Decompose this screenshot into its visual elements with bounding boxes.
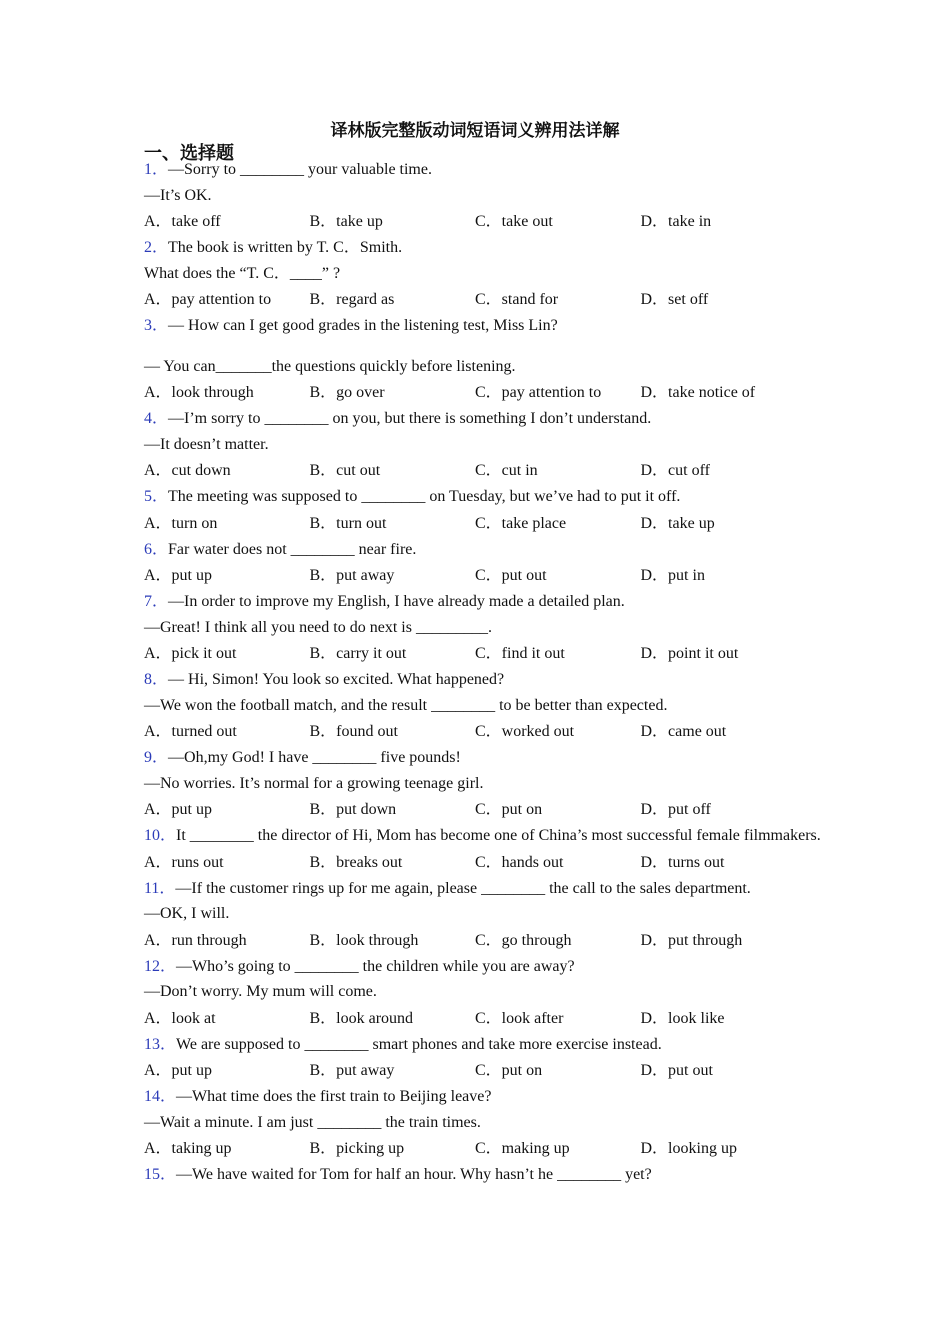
question-number: 5． <box>144 488 169 505</box>
options-row <box>144 718 834 745</box>
question-number: 3． <box>144 317 169 334</box>
option-b[interactable]: B．look around <box>309 1009 414 1027</box>
option-c[interactable]: C．take place <box>475 514 567 532</box>
question-reply: —Don’t worry. My mum will come. <box>144 983 377 1000</box>
option-c[interactable]: C．worked out <box>475 723 575 740</box>
document-title: 译林版完整版动词短语词义辨用法详解 <box>330 121 620 141</box>
question-reply: —Great! I think all you need to do next is _________. <box>144 618 492 636</box>
question-text: —We have waited for Tom for half an hour. Why hasn’t he ________ yet? <box>176 1166 652 1183</box>
question-number: 4． <box>144 410 169 427</box>
option-b[interactable]: B．cut out <box>309 462 381 479</box>
question-4 <box>144 406 834 484</box>
option-a[interactable]: A．put up <box>144 567 213 584</box>
options-row <box>144 849 834 876</box>
option-d[interactable]: D．put off <box>640 801 711 818</box>
question-stem <box>144 954 834 980</box>
question-text: —If the customer rings up for me again, please ________ the call to the sales department. <box>175 879 751 897</box>
option-a[interactable]: A．put up <box>144 801 213 818</box>
option-b[interactable]: B．take up <box>309 213 383 230</box>
question-text: —In order to improve my English, I have already made a detailed plan. <box>168 593 625 610</box>
question-9 <box>144 745 834 823</box>
question-number: 1． <box>144 161 169 178</box>
question-reply: What does the “T. C．____” ? <box>144 264 341 282</box>
option-d[interactable]: D．take up <box>640 514 715 532</box>
option-a[interactable]: A．put up <box>144 1062 213 1079</box>
option-a[interactable]: A．look at <box>144 1009 216 1027</box>
question-reply: —No worries. It’s normal for a growing teenage girl. <box>144 774 484 792</box>
question-stem <box>144 589 834 615</box>
option-b[interactable]: B．look through <box>309 931 419 949</box>
question-number: 2． <box>144 239 169 256</box>
option-b[interactable]: B．breaks out <box>309 853 403 871</box>
question-stem <box>144 1084 834 1110</box>
question-14 <box>144 1084 834 1162</box>
option-d[interactable]: D．set off <box>640 291 709 308</box>
question-list <box>144 157 834 1188</box>
option-d[interactable]: D．put out <box>640 1062 713 1079</box>
question-text: —Oh,my God! I have ________ five pounds! <box>168 749 461 766</box>
option-d[interactable]: D．put through <box>640 931 743 949</box>
question-reply: —It’s OK. <box>144 186 212 204</box>
question-text: The meeting was supposed to ________ on Tuesday, but we’ve had to put it off. <box>168 488 681 505</box>
question-number: 8． <box>144 671 169 688</box>
options-row <box>144 208 834 235</box>
question-stem <box>144 1032 834 1058</box>
options-row <box>144 1005 834 1032</box>
option-b[interactable]: B．picking up <box>309 1140 405 1157</box>
option-c[interactable]: C．take out <box>475 213 553 230</box>
question-number: 15． <box>144 1166 177 1183</box>
question-text: Far water does not ________ near fire. <box>168 540 417 558</box>
question-1 <box>144 157 834 235</box>
option-c[interactable]: C．cut in <box>475 462 538 479</box>
option-a[interactable]: A．turn on <box>144 514 218 532</box>
option-c[interactable]: C．put on <box>475 1062 543 1079</box>
question-stem <box>144 876 834 902</box>
question-number: 7． <box>144 593 169 610</box>
options-row <box>144 1135 834 1162</box>
option-c[interactable]: C．stand for <box>475 291 559 308</box>
options-row <box>144 379 834 406</box>
option-a[interactable]: A．look through <box>144 384 254 401</box>
question-2 <box>144 235 834 313</box>
option-c[interactable]: C．pay attention to <box>475 384 602 401</box>
options-row <box>144 1057 834 1084</box>
option-b[interactable]: B．found out <box>309 723 398 740</box>
question-text: The book is written by T. C．Smith. <box>168 239 403 256</box>
option-b[interactable]: B．go over <box>309 384 385 401</box>
question-stem <box>144 484 834 510</box>
option-a[interactable]: A．cut down <box>144 462 231 479</box>
question-reply: —OK, I will. <box>144 905 230 922</box>
options-row <box>144 457 834 484</box>
option-a[interactable]: A．runs out <box>144 853 224 871</box>
option-b[interactable]: B．carry it out <box>309 645 407 662</box>
options-row <box>144 286 834 313</box>
option-c[interactable]: C．look after <box>475 1009 564 1027</box>
option-a[interactable]: A．pay attention to <box>144 291 272 308</box>
option-b[interactable]: B．put away <box>309 1062 395 1079</box>
option-a[interactable]: A．taking up <box>144 1140 232 1157</box>
question-7 <box>144 589 834 667</box>
option-c[interactable]: C．go through <box>475 931 572 949</box>
question-text: —Sorry to ________ your valuable time. <box>168 161 432 178</box>
question-text: We are supposed to ________ smart phones and take more exercise instead. <box>176 1035 662 1053</box>
question-stem <box>144 235 834 261</box>
question-6 <box>144 537 834 590</box>
option-d[interactable]: D．looking up <box>640 1140 737 1157</box>
question-text: It ________ the director of Hi, Mom has become one of China’s most successful female filmmakers. <box>176 827 821 844</box>
option-c[interactable]: C．hands out <box>475 853 564 871</box>
question-13 <box>144 1032 834 1085</box>
question-10 <box>144 823 834 876</box>
option-d[interactable]: D．put in <box>640 567 705 584</box>
option-d[interactable]: D．cut off <box>640 462 710 479</box>
option-a[interactable]: A．turned out <box>144 723 237 740</box>
question-reply: — You can_______the questions quickly before listening. <box>144 357 516 375</box>
question-stem <box>144 823 834 849</box>
options-row <box>144 562 834 589</box>
option-d[interactable]: D．came out <box>640 723 727 740</box>
options-row <box>144 640 834 667</box>
question-text: —What time does the first train to Beijing leave? <box>176 1088 492 1105</box>
question-number: 10． <box>144 827 177 844</box>
option-a[interactable]: A．run through <box>144 931 247 949</box>
question-number: 13． <box>144 1035 177 1053</box>
question-text: — Hi, Simon! You look so excited. What happened? <box>168 671 505 688</box>
question-5 <box>144 484 834 537</box>
option-d[interactable]: D．turns out <box>640 853 725 871</box>
option-b[interactable]: B．put down <box>309 801 397 818</box>
question-stem <box>144 1162 834 1188</box>
question-stem <box>144 157 834 183</box>
question-number: 14． <box>144 1088 177 1105</box>
question-reply: —We won the football match, and the result ________ to be better than expected. <box>144 696 668 714</box>
option-d[interactable]: D．point it out <box>640 645 739 662</box>
option-b[interactable]: B．put away <box>309 567 395 584</box>
option-b[interactable]: B．regard as <box>309 291 395 308</box>
question-reply: —It doesn’t matter. <box>144 435 269 453</box>
question-text: —Who’s going to ________ the children while you are away? <box>176 957 575 975</box>
question-stem <box>144 537 834 563</box>
question-number: 6． <box>144 540 169 558</box>
option-c[interactable]: C．put on <box>475 801 543 818</box>
question-number: 11． <box>144 879 176 897</box>
question-stem <box>144 406 834 432</box>
question-stem <box>144 667 834 693</box>
options-row <box>144 796 834 823</box>
option-b[interactable]: B．turn out <box>309 514 387 532</box>
options-row <box>144 510 834 537</box>
question-15 <box>144 1162 834 1188</box>
question-stem <box>144 313 834 339</box>
option-d[interactable]: D．take in <box>640 213 712 230</box>
question-stem <box>144 745 834 771</box>
option-d[interactable]: D．take notice of <box>640 384 756 401</box>
option-a[interactable]: A．pick it out <box>144 645 237 662</box>
question-3 <box>144 313 834 406</box>
question-8 <box>144 667 834 745</box>
section-heading: 一、选择题 <box>144 143 234 164</box>
option-c[interactable]: C．making up <box>475 1140 570 1157</box>
option-a[interactable]: A．take off <box>144 213 221 230</box>
question-12 <box>144 954 834 1032</box>
question-number: 12． <box>144 957 177 975</box>
options-row <box>144 927 834 954</box>
option-c[interactable]: C．put out <box>475 567 547 584</box>
question-number: 9． <box>144 749 169 766</box>
question-text: —I’m sorry to ________ on you, but there is something I don’t understand. <box>168 410 652 427</box>
option-d[interactable]: D．look like <box>640 1009 725 1027</box>
question-11 <box>144 876 834 954</box>
option-c[interactable]: C．find it out <box>475 645 565 662</box>
question-reply: —Wait a minute. I am just ________ the train times. <box>144 1113 481 1131</box>
question-text: — How can I get good grades in the listening test, Miss Lin? <box>168 317 558 334</box>
